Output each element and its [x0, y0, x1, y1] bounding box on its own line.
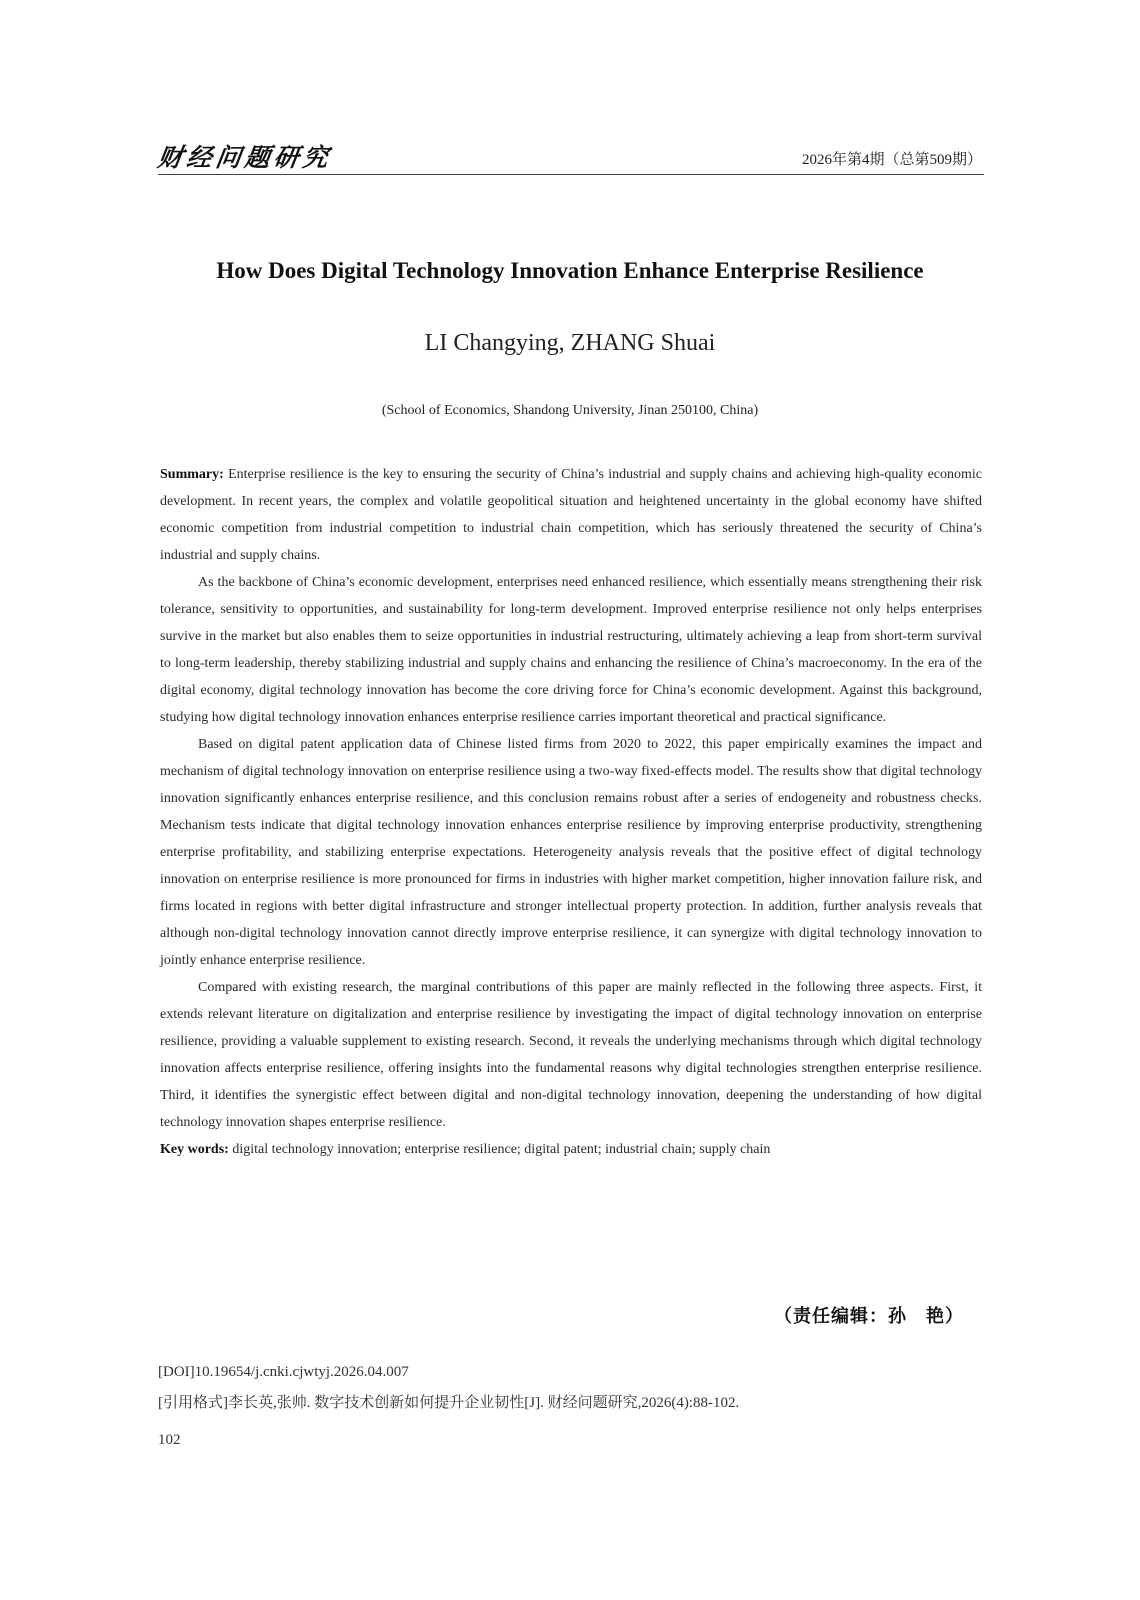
abstract-paragraph: Compared with existing research, the marginal contributions of this paper are mainly reflected in the following three aspects. First, it extends relevant literature on digitalization and enterprise resilience by investigating the impact of digital technology innovation on enterprise resilience, providing a valuable supplement to existing research. Second, it reveals the underlying mechanisms through which digital technology innovation affects enterprise resilience, offering insights into the fundamental reasons why digital technologies strengthen enterprise resilience. Third, it identifies the synergistic effect between digital and non-digital technology innovation, deepening the understanding of how digital technology innovation shapes enterprise resilience.	[160, 980, 982, 1130]
keywords-text: digital technology innovation; enterprise resilience; digital patent; industrial chain; supply chain	[232, 1142, 771, 1157]
author-affiliation: (School of Economics, Shandong University, Jinan 250100, China)	[381, 403, 759, 418]
article-authors: LI Changying, ZHANG Shuai	[424, 330, 716, 356]
issue-info: 2026年第4期（总第509期）	[801, 152, 982, 168]
abstract-paragraph: Based on digital patent application data of Chinese listed firms from 2020 to 2022, this paper empirically examines the impact and mechanism of digital technology innovation on enterprise resilience using a two-way fixed-effects model. The results show that digital technology innovation significantly enhances enterprise resilience, and this conclusion remains robust after a series of endogeneity and robustness checks. Mechanism tests indicate that digital technology innovation enhances enterprise resilience by improving enterprise productivity, strengthening enterprise profitability, and stabilizing enterprise expectations. Heterogeneity analysis reveals that the positive effect of digital technology innovation on enterprise resilience is more pronounced for firms in industries with higher market competition, higher innovation failure risk, and firms located in regions with better digital infrastructure and stronger intellectual property protection. In addition, further analysis reveals that although non-digital technology innovation cannot directly improve enterprise resilience, it can synergize with digital technology innovation to jointly enhance enterprise resilience.	[160, 737, 982, 968]
journal-logo: 财经问题研究	[155, 143, 334, 172]
summary-label: Summary:	[160, 467, 224, 482]
keywords-label: Key words:	[160, 1142, 229, 1157]
keywords-line	[160, 1136, 982, 1163]
page-header	[155, 136, 984, 175]
responsible-editor: （责任编辑：孙 艳）	[774, 1306, 964, 1327]
article-title: How Does Digital Technology Innovation Enhance Enterprise Resilience	[216, 258, 924, 283]
abstract-paragraph: As the backbone of China’s economic development, enterprises need enhanced resilience, which essentially means strengthening their risk tolerance, sensitivity to opportunities, and sustainability for long-term development. Improved enterprise resilience not only helps enterprises survive in the market but also enables them to seize opportunities in industrial restructuring, ultimately achieving a leap from short-term survival to long-term leadership, thereby stabilizing industrial and supply chains and enhancing the resilience of China’s macroeconomy. In the era of the digital economy, digital technology innovation has become the core driving force for China’s economic development. Against this background, studying how digital technology innovation enhances enterprise resilience carries important theoretical and practical significance.	[160, 575, 982, 725]
doi-line: [DOI]10.19654/j.cnki.cjwtyj.2026.04.007	[158, 1364, 409, 1380]
summary-paragraph	[160, 461, 982, 569]
paragraph-text: Enterprise resilience is the key to ensuring the security of China’s industrial and supply chains and achieving high-quality economic development. In recent years, the complex and volatile geopolitical situation and heightened uncertainty in the global economy have shifted economic competition from industrial competition to industrial chain competition, which has seriously threatened the security of China’s industrial and supply chains.	[160, 467, 983, 563]
page-number: 102	[158, 1432, 181, 1448]
abstract-body	[160, 461, 982, 1163]
citation-format: [引用格式]李长英,张帅. 数字技术创新如何提升企业韧性[J]. 财经问题研究,2026(4):88-102.	[158, 1395, 740, 1411]
